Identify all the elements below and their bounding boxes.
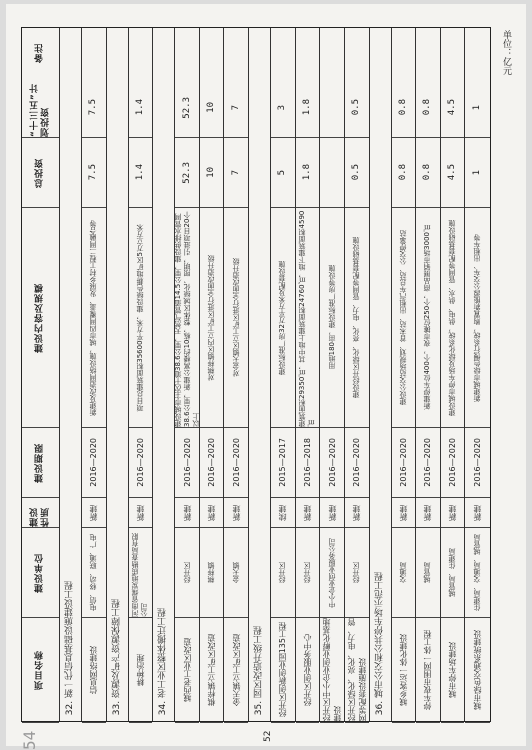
content-cell xyxy=(175,208,199,428)
content-text: 新建停车位400个，夜市摊位250个，商品展销市场3000㎡ xyxy=(423,225,432,410)
name-cell xyxy=(271,618,295,723)
plan-text: 7.5 xyxy=(88,99,99,116)
total-text: 5 xyxy=(277,169,288,176)
unit-cell xyxy=(129,528,153,618)
name-cell xyxy=(320,618,344,723)
content-text: 对棋梓镇区内立工矿区进行全面改造升级 xyxy=(207,254,216,381)
content-text: 项目总建筑面积35600平方米，建设绿色耕地矿区5万立方米 xyxy=(135,223,144,412)
content-text: 建设公交站场规划、首末站、出租汽车总站、公交停靠站 xyxy=(398,230,407,405)
name-text: 城市绿色交通系统建设 xyxy=(473,630,483,710)
name-text: 城乡客运一体化建设 xyxy=(398,634,408,706)
total-text: 7 xyxy=(230,169,241,176)
nature-text: 新建 xyxy=(231,504,241,521)
content-text: 建筑面积29350㎡，其中地上建筑面积24760㎡，地下建筑面积4590㎡ xyxy=(298,210,316,427)
remark-cell xyxy=(392,28,416,78)
total-cell xyxy=(441,138,465,208)
total-text: 52.3 xyxy=(181,161,192,184)
nature-cell xyxy=(465,498,490,528)
nature-text: 新建 xyxy=(423,504,433,521)
period-cell xyxy=(320,428,344,498)
name-cell xyxy=(416,618,440,723)
unit-cell xyxy=(296,528,320,618)
table-row xyxy=(441,28,466,721)
name-text: 经开区绿化、亮化、电力、管网等配套设施建设 xyxy=(346,618,367,722)
total-cell xyxy=(82,138,106,208)
period-text: 2016—2020 xyxy=(89,438,99,487)
period-text: 2016—2018 xyxy=(302,438,312,487)
section-row xyxy=(370,28,392,721)
plan-cell xyxy=(200,78,224,138)
name-cell xyxy=(224,618,248,723)
unit-cell xyxy=(175,528,199,618)
period-cell xyxy=(345,428,369,498)
period-cell xyxy=(82,428,106,498)
content-cell xyxy=(465,208,490,428)
margin-handwritten-mark: 54 xyxy=(20,730,39,750)
unit-text: 住建局、交通局、城管局 xyxy=(473,534,482,611)
plan-cell xyxy=(296,78,320,138)
period-cell xyxy=(465,428,490,498)
nature-text: 新建 xyxy=(302,504,312,521)
content-text: 建设标准厂房32万平方米及配套设施 xyxy=(278,260,287,375)
section-row xyxy=(60,28,82,721)
period-text: 2015—2017 xyxy=(278,438,288,487)
period-text: 建设期限 xyxy=(35,442,45,483)
content-cell xyxy=(416,208,440,428)
period-cell xyxy=(224,428,248,498)
section-title-cell xyxy=(60,28,81,721)
name-text: 耕种治理 xyxy=(135,654,145,686)
plan-cell xyxy=(465,78,490,138)
unit-text: 经开区 xyxy=(278,562,287,583)
unit-cell xyxy=(224,528,248,618)
unit-text: 金天镇 xyxy=(231,562,240,583)
plan-cell xyxy=(320,78,344,138)
section-title-cell xyxy=(370,28,391,721)
unit-text: 城管局、住建局 xyxy=(448,548,457,597)
total-cell xyxy=(175,138,199,208)
section-title: 34. 老工业区整体搬迁工程 xyxy=(158,607,169,715)
name-cell xyxy=(465,618,490,723)
name-cell xyxy=(175,618,199,723)
plan-text: 52.3 xyxy=(181,96,192,119)
content-cell xyxy=(345,208,369,428)
content-cell xyxy=(320,208,344,428)
unit-cell xyxy=(82,528,106,618)
content-text: 建设经开区绿化、亮化、电力、管网等配套基础设施 xyxy=(352,237,361,398)
period-cell xyxy=(441,428,465,498)
name-text: 经开区中小企业创业孵化基地建设 xyxy=(322,618,343,722)
unit-cell xyxy=(345,528,369,618)
plan-text: 0.5 xyxy=(351,99,362,116)
period-text: 2016—2020 xyxy=(135,438,145,487)
table-row xyxy=(320,28,345,721)
section-title-cell xyxy=(153,28,174,721)
remark-cell xyxy=(465,28,490,78)
content-cell xyxy=(441,208,465,428)
name-text: 经开区创业服务中心 xyxy=(302,634,312,706)
total-cell xyxy=(345,138,369,208)
project-table xyxy=(21,27,491,722)
nature-text: 续建 xyxy=(278,504,288,521)
content-text: 对金天镇区立工矿区进行全面改造升级 xyxy=(231,258,240,377)
table-row xyxy=(271,28,296,721)
name-text: 城西老工业区改造 xyxy=(182,638,192,702)
period-cell xyxy=(22,428,59,498)
section-row xyxy=(107,28,129,721)
section-title: 33. 资源及矿产资源保障工程 xyxy=(111,598,122,715)
total-cell xyxy=(224,138,248,208)
unit-cell xyxy=(200,528,224,618)
unit-cell xyxy=(441,528,465,618)
content-cell xyxy=(82,208,106,428)
name-text: 信息网络建设 xyxy=(89,646,99,694)
table-row xyxy=(392,28,417,721)
table-row xyxy=(82,28,107,721)
content-cell xyxy=(129,208,153,428)
table-row xyxy=(129,28,154,721)
unit-cell xyxy=(271,528,295,618)
plan-text: 0.8 xyxy=(397,99,408,116)
total-text: 0.8 xyxy=(397,164,408,181)
content-cell xyxy=(392,208,416,428)
name-cell xyxy=(296,618,320,723)
total-text: 0.8 xyxy=(422,164,433,181)
table-header-row xyxy=(22,28,60,721)
remark-cell xyxy=(22,28,59,78)
remark-text: 备注 xyxy=(35,43,45,63)
nature-text: 建设性质 xyxy=(29,507,51,527)
nature-cell xyxy=(175,498,199,528)
remark-cell xyxy=(82,28,106,78)
plan-cell xyxy=(82,78,106,138)
period-text: 2016—2020 xyxy=(473,438,483,487)
remark-cell xyxy=(175,28,199,78)
period-cell xyxy=(296,428,320,498)
period-cell xyxy=(175,428,199,498)
plan-text: 0.8 xyxy=(422,99,433,116)
content-text: 建设城市主次干道38.6公里，天然气管道14.5公里，建设供排水管网38.6公里，新建公寓楼约10栋，整体区域绿化、照明，引进项目20个以上 xyxy=(173,211,200,427)
name-text: 棋梓镇立工矿区改造 xyxy=(207,634,217,706)
total-cell xyxy=(320,138,344,208)
remark-cell xyxy=(345,28,369,78)
content-text: 新建城市绿色慢行系统，购置新能源公交车、出租车等 xyxy=(473,233,482,402)
period-text: 2016—2020 xyxy=(398,438,408,487)
nature-cell xyxy=(441,498,465,528)
name-cell xyxy=(392,618,416,723)
plan-cell xyxy=(129,78,153,138)
period-cell xyxy=(416,428,440,498)
period-text: 2016—2020 xyxy=(327,438,337,487)
total-text: 1.4 xyxy=(134,164,145,181)
period-cell xyxy=(129,428,153,498)
plan-cell xyxy=(441,78,465,138)
plan-cell xyxy=(416,78,440,138)
table-row xyxy=(224,28,249,721)
unit-text: 城管局 xyxy=(423,562,432,583)
nature-text: 新建 xyxy=(473,504,483,521)
nature-text: 新建 xyxy=(135,504,145,521)
section-title-cell xyxy=(107,28,128,721)
content-text: 建设内容及规模 xyxy=(35,282,45,353)
unit-cell xyxy=(392,528,416,618)
total-cell xyxy=(416,138,440,208)
plan-text: 1 xyxy=(472,104,483,111)
nature-text: 新建 xyxy=(398,504,408,521)
name-cell xyxy=(441,618,465,723)
period-text: 2016—2020 xyxy=(352,438,362,487)
period-cell xyxy=(271,428,295,498)
plan-cell xyxy=(224,78,248,138)
unit-text: 经开区 xyxy=(302,562,311,583)
period-text: 2016—2020 xyxy=(423,438,433,487)
name-cell xyxy=(129,618,153,723)
unit-cell xyxy=(465,528,490,618)
table-row xyxy=(200,28,225,721)
remark-cell xyxy=(320,28,344,78)
name-text: 经开区创新创业园135工程 xyxy=(278,622,288,718)
nature-text: 新建 xyxy=(207,504,217,521)
content-cell xyxy=(271,208,295,428)
unit-text: 建设单位 xyxy=(35,552,45,593)
name-cell xyxy=(200,618,224,723)
nature-cell xyxy=(129,498,153,528)
total-cell xyxy=(129,138,153,208)
page-number: 52 xyxy=(263,730,273,742)
unit-label: 单位：亿元 xyxy=(501,30,511,75)
remark-cell xyxy=(200,28,224,78)
total-text: 4.5 xyxy=(447,164,458,181)
plan-text: 1.8 xyxy=(301,99,312,116)
nature-text: 新建 xyxy=(448,504,458,521)
total-cell xyxy=(296,138,320,208)
plan-text: 4.5 xyxy=(447,99,458,116)
table-row xyxy=(345,28,370,721)
section-title: 35. 园区改造升级工程 xyxy=(254,625,265,715)
name-cell xyxy=(345,618,369,723)
period-cell xyxy=(392,428,416,498)
plan-cell xyxy=(392,78,416,138)
nature-cell xyxy=(82,498,106,528)
total-cell xyxy=(271,138,295,208)
remark-cell xyxy=(441,28,465,78)
nature-cell xyxy=(296,498,320,528)
section-title: 32. 新一代信息基础设施建设工程 xyxy=(65,580,75,715)
remark-cell xyxy=(129,28,153,78)
remark-cell xyxy=(416,28,440,78)
total-text: 0.5 xyxy=(351,164,362,181)
total-cell xyxy=(392,138,416,208)
name-cell xyxy=(22,618,59,723)
section-title: 36. 城市公交和公共停车场示范工程 xyxy=(374,571,385,715)
unit-text: 河南省煤炭地质勘查局有限公司 xyxy=(131,533,149,617)
name-text: 停车夜市围网一体工程 xyxy=(423,630,433,710)
name-text: 项目名称 xyxy=(35,650,45,690)
plan-cell xyxy=(22,78,59,138)
unit-text: 中小企业创业服务公司 xyxy=(327,537,336,608)
total-text: 总投资 xyxy=(35,157,45,188)
plan-text: 10 xyxy=(206,102,217,113)
unit-cell xyxy=(22,528,59,618)
name-text: 金天镇立工矿区改造 xyxy=(231,634,241,706)
nature-text: 新建 xyxy=(182,504,192,521)
nature-cell xyxy=(345,498,369,528)
plan-cell xyxy=(175,78,199,138)
nature-text: 新建 xyxy=(89,504,99,521)
content-text: 用地180亩，建设标准厂房等设施 xyxy=(327,265,336,370)
table-row xyxy=(296,28,321,721)
table-row xyxy=(465,28,490,721)
nature-cell xyxy=(200,498,224,528)
name-cell xyxy=(82,618,106,723)
nature-cell xyxy=(224,498,248,528)
unit-text: 电信、移动、联通、广电 xyxy=(89,534,98,611)
table-row xyxy=(175,28,200,721)
period-text: 2016—2020 xyxy=(448,438,458,487)
name-text: 城市停车场建设 xyxy=(448,642,458,698)
remark-cell xyxy=(224,28,248,78)
plan-text: “十三五”计划投资 xyxy=(29,83,51,137)
total-cell xyxy=(22,138,59,208)
section-row xyxy=(249,28,271,721)
section-title-cell xyxy=(249,28,270,721)
nature-cell xyxy=(392,498,416,528)
plan-text: 3 xyxy=(277,104,288,111)
plan-text: 1.4 xyxy=(134,99,145,116)
content-text: 新建及改造网络设施，城市四网覆盖、发展乡村工程二网融合等 xyxy=(89,219,98,416)
content-text: 建设城市停车场及绿化系统，供电、供水、管网等配套基础设施 xyxy=(448,219,457,416)
unit-text: 经开区 xyxy=(352,562,361,583)
content-cell xyxy=(224,208,248,428)
nature-text: 新建 xyxy=(327,504,337,521)
content-cell xyxy=(296,208,320,428)
unit-text: 经开区 xyxy=(182,562,191,583)
nature-cell xyxy=(416,498,440,528)
total-text: 10 xyxy=(206,167,217,178)
content-cell xyxy=(22,208,59,428)
period-text: 2016—2020 xyxy=(182,438,192,487)
total-cell xyxy=(465,138,490,208)
remark-cell xyxy=(296,28,320,78)
total-cell xyxy=(200,138,224,208)
nature-cell xyxy=(271,498,295,528)
unit-text: 交通局 xyxy=(398,562,407,583)
plan-text: 7 xyxy=(230,104,241,111)
unit-text: 棋梓镇 xyxy=(207,562,216,583)
plan-cell xyxy=(345,78,369,138)
period-text: 2016—2020 xyxy=(207,438,217,487)
period-cell xyxy=(200,428,224,498)
nature-cell xyxy=(320,498,344,528)
total-text: 1 xyxy=(472,169,483,176)
total-text: 7.5 xyxy=(88,164,99,181)
unit-cell xyxy=(320,528,344,618)
section-row xyxy=(153,28,175,721)
content-cell xyxy=(200,208,224,428)
nature-cell xyxy=(22,498,59,528)
nature-text: 新建 xyxy=(352,504,362,521)
plan-cell xyxy=(271,78,295,138)
period-text: 2016—2020 xyxy=(231,438,241,487)
total-text: 1.8 xyxy=(301,164,312,181)
table-row xyxy=(416,28,441,721)
unit-cell xyxy=(416,528,440,618)
remark-cell xyxy=(271,28,295,78)
